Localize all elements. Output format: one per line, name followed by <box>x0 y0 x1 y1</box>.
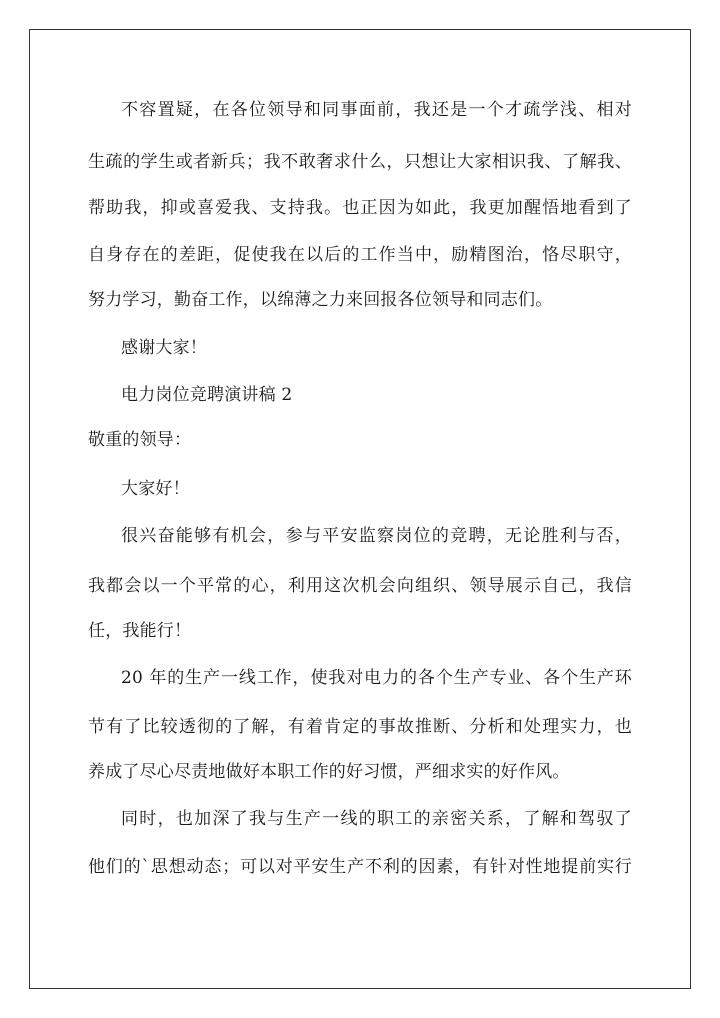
text-line: 同时，也加深了我与生产一线的职工的亲密关系，了解和驾驭了 <box>121 809 632 829</box>
text-line: 很兴奋能够有机会，参与平安监察岗位的竞聘，无论胜利与否， <box>121 526 632 546</box>
text-line: 20 年的生产一线工作，使我对电力的各个生产专业、各个生产环 <box>121 668 632 688</box>
text-line: 养成了尽心尽责地做好本职工作的好习惯，严细求实的好作风。 <box>88 762 570 782</box>
text-line: 自身存在的差距，促使我在以后的工作当中，励精图治，恪尽职守， <box>88 245 632 265</box>
text-line: 感谢大家！ <box>121 338 207 358</box>
text-line: 努力学习，勤奋工作，以绵薄之力来回报各位领导和同志们。 <box>88 290 553 310</box>
greeting: 大家好！ <box>121 479 190 499</box>
text-line: 我都会以一个平常的心，利用这次机会向组织、领导展示自己，我信 <box>88 576 632 596</box>
text-line: 生疏的学生或者新兵；我不敢奢求什么，只想让大家相识我、了解我、 <box>88 152 632 172</box>
text-line: 他们的`思想动态；可以对平安生产不利的因素，有针对性地提前实行 <box>88 857 632 877</box>
text-line: 任，我能行！ <box>88 621 192 641</box>
text-line: 不容置疑，在各位领导和同事面前，我还是一个才疏学浅、相对 <box>121 100 632 120</box>
section-heading: 电力岗位竞聘演讲稿 2 <box>121 385 293 405</box>
salutation: 敬重的领导： <box>88 430 192 450</box>
text-line: 帮助我，抑或喜爱我、支持我。也正因为如此，我更加醒悟地看到了 <box>88 198 632 218</box>
text-line: 节有了比较透彻的了解，有着肯定的事故推断、分析和处理实力，也 <box>88 717 632 737</box>
